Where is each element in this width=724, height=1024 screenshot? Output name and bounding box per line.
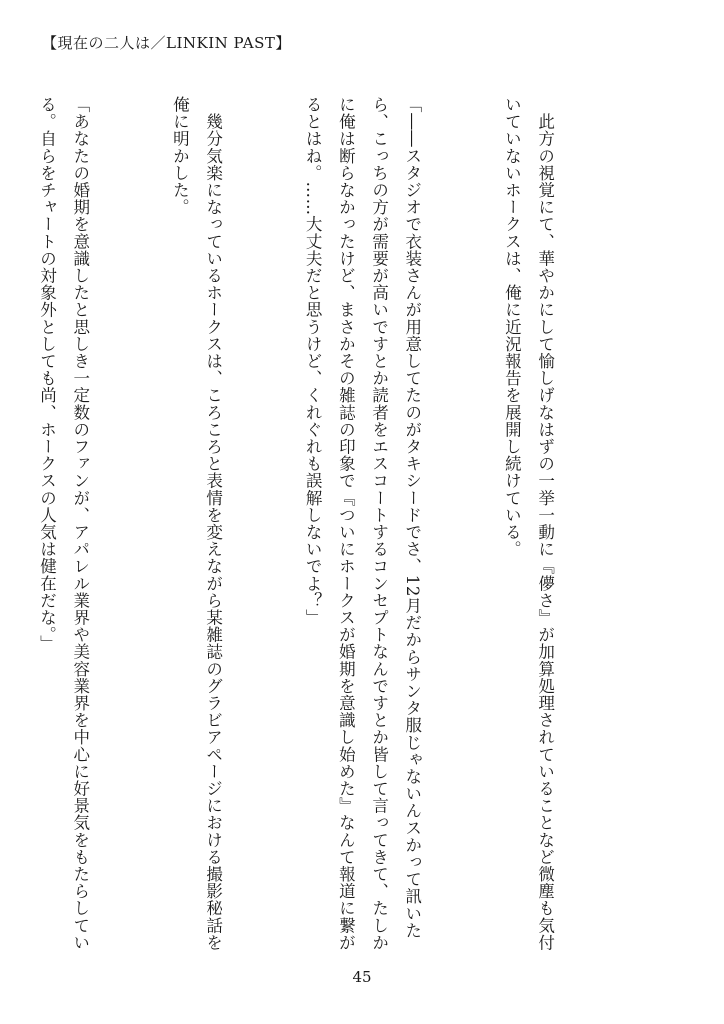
paragraph: 「――スタジオで衣装さんが用意してたのがタキシードでさ、12月だからサンタ服じゃないんスかって訊いたら、こっちの方が需要が高いですとか読者をエスコートするコンセプトなんですとか皆して言ってきて、たしかに俺は断らなかったけど、まさかその雑誌の印象で『ついにホークスが婚期を意識し始めた』なんて報道に繋がるとはね。……大丈夫だと思うけど、くれぐれも誤解しないでよ？」 <box>303 96 422 951</box>
paragraph: 「あなたの婚期を意識したと思しき一定数のファンが、アパレル業界や美容業界を中心に好景気をもたらしている。自らをチャートの対象外としても尚、ホークスの人気は健在だな。」 <box>37 96 90 951</box>
running-header: 【現在の二人は／LINKIN PAST】 <box>42 34 291 52</box>
page-number: 45 <box>352 968 372 986</box>
body-text <box>37 96 628 956</box>
paragraph: 此方の視覚にて、華やかにして愉しげなはずの一挙一動に『儚さ』が加算処理されていることなど微塵も気付いていないホークスは、俺に近況報告を展開し続けている。 <box>502 96 555 951</box>
paragraph: 幾分気楽になっているホークスは、ころころと表情を変えながら某雑誌のグラビアページにおける撮影秘話を俺に明かした。 <box>170 96 223 951</box>
